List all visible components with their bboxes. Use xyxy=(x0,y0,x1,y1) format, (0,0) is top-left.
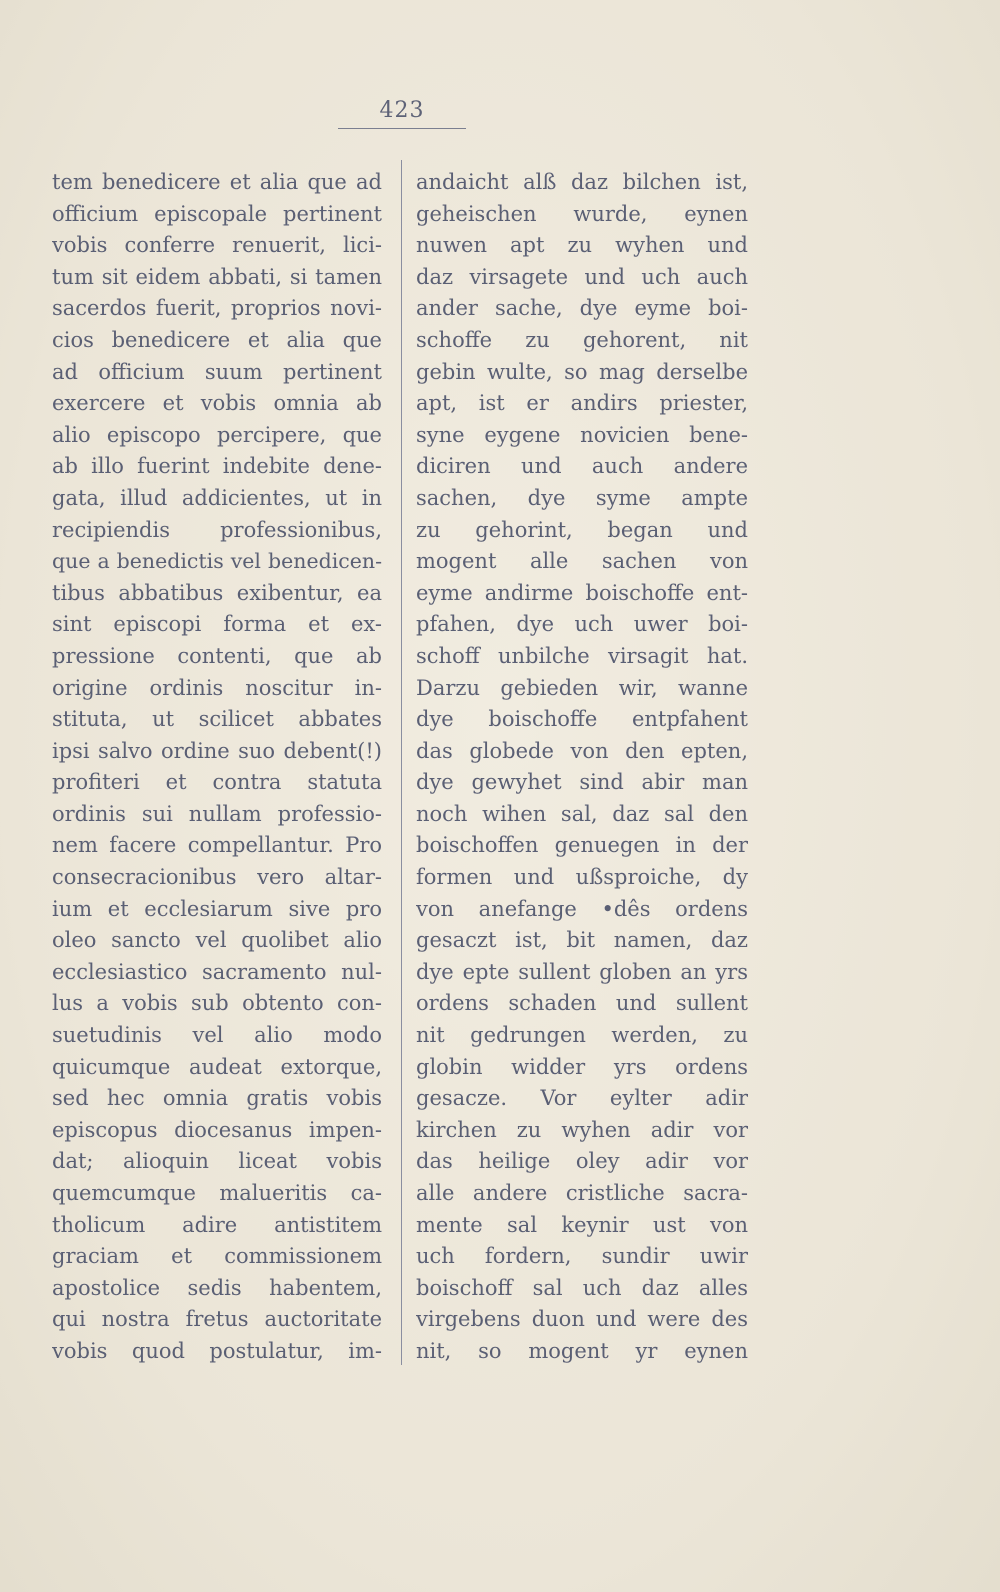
text-line: oleo sancto vel quolibet alio xyxy=(52,928,382,953)
text-line: cios benedicere et alia que xyxy=(52,327,382,352)
text-line: tem benedicere et alia que ad xyxy=(52,170,382,194)
text-line: nit, so mogent yr eynen xyxy=(416,1338,748,1363)
text-line: eyme andirme boischoffe ent- xyxy=(416,580,748,605)
text-line: quemcumque malueritis ca- xyxy=(52,1181,382,1205)
text-line: pressione contenti, que ab xyxy=(52,643,382,668)
text-line: gata, illud addicientes, ut in xyxy=(52,485,382,510)
text-line: uch fordern, sundir uwir xyxy=(416,1244,748,1269)
text-line: apostolice sedis habentem, xyxy=(52,1275,382,1300)
text-line: Darzu gebieden wir, wanne xyxy=(416,675,748,700)
text-line: alio episcopo percipere, que xyxy=(52,422,382,447)
text-line: tum sit eidem abbati, si tamen xyxy=(52,264,382,289)
text-line: boischoffen genuegen in der xyxy=(416,833,748,858)
text-line: andaicht alß daz bilchen ist, xyxy=(416,170,748,194)
text-line: ab illo fuerint indebite dene- xyxy=(52,454,382,479)
text-line: mogent alle sachen von xyxy=(416,549,748,574)
column-divider xyxy=(401,160,402,1365)
text-line: gesacze. Vor eylter adir xyxy=(416,1086,748,1111)
text-line: nit gedrungen werden, zu xyxy=(416,1023,748,1048)
text-line: officium episcopale pertinent xyxy=(52,201,382,226)
text-line: episcopus diocesanus impen- xyxy=(52,1117,382,1142)
text-line: ipsi salvo ordine suo debent(!) xyxy=(52,738,382,763)
text-line: graciam et commissionem xyxy=(52,1244,382,1269)
page-number: 423 xyxy=(379,98,425,123)
text-line: gesaczt ist, bit namen, daz xyxy=(416,928,748,953)
text-line: ium et ecclesiarum sive pro xyxy=(52,896,382,921)
text-line: nem facere compellantur. Pro xyxy=(52,833,382,858)
text-line: vobis conferre renuerit, lici- xyxy=(52,233,382,258)
text-line: von anefange •dês ordens xyxy=(416,896,748,921)
text-line: profiteri et contra statuta xyxy=(52,770,382,795)
text-line: quicumque audeat extorque, xyxy=(52,1054,382,1079)
text-line: dye boischoffe entpfahent xyxy=(416,707,748,732)
text-line: sachen, dye syme ampte xyxy=(416,485,748,510)
text-line: sacerdos fuerit, proprios novi- xyxy=(52,296,382,321)
text-line: exercere et vobis omnia ab xyxy=(52,391,382,416)
text-line: formen und ußsproiche, dy xyxy=(416,865,748,890)
text-line: sed hec omnia gratis vobis xyxy=(52,1086,382,1111)
text-line: dye gewyhet sind abir man xyxy=(416,770,748,795)
text-line: alle andere cristliche sacra- xyxy=(416,1181,748,1205)
text-line: mente sal keynir ust von xyxy=(416,1212,748,1237)
text-line: vobis quod postulatur, im- xyxy=(52,1338,382,1363)
text-line: consecracionibus vero altar- xyxy=(52,865,382,890)
text-line: ordinis sui nullam professio- xyxy=(52,801,382,826)
text-line: syne eygene novicien bene- xyxy=(416,422,748,447)
text-line: origine ordinis noscitur in- xyxy=(52,675,382,700)
text-line: geheischen wurde, eynen xyxy=(416,201,748,226)
text-line: das heilige oley adir vor xyxy=(416,1149,748,1174)
text-line: globin widder yrs ordens xyxy=(416,1054,748,1079)
text-line: kirchen zu wyhen adir vor xyxy=(416,1117,748,1142)
right-column-german xyxy=(416,167,748,1368)
text-line: zu gehorint, began und xyxy=(416,517,748,542)
text-line: lus a vobis sub obtento con- xyxy=(52,991,382,1016)
text-line: apt, ist er andirs priester, xyxy=(416,391,748,416)
left-column-latin xyxy=(52,167,382,1368)
text-line: virgebens duon und were des xyxy=(416,1307,748,1332)
text-line: nuwen apt zu wyhen und xyxy=(416,233,748,258)
text-line: suetudinis vel alio modo xyxy=(52,1023,382,1048)
text-line: daz virsagete und uch auch xyxy=(416,264,748,289)
text-line: que a benedictis vel benedicen- xyxy=(52,549,382,574)
text-line: dye epte sullent globen an yrs xyxy=(416,959,748,984)
text-line: noch wihen sal, daz sal den xyxy=(416,801,748,826)
text-line: ander sache, dye eyme boi- xyxy=(416,296,748,321)
text-line: diciren und auch andere xyxy=(416,454,748,479)
text-line: tholicum adire antistitem xyxy=(52,1212,382,1237)
text-line: ordens schaden und sullent xyxy=(416,991,748,1016)
text-line: qui nostra fretus auctoritate xyxy=(52,1307,382,1332)
text-line: stituta, ut scilicet abbates xyxy=(52,707,382,732)
text-line: pfahen, dye uch uwer boi- xyxy=(416,612,748,637)
header-rule xyxy=(338,128,466,129)
text-line: dat; alioquin liceat vobis xyxy=(52,1149,382,1174)
text-line: boischoff sal uch daz alles xyxy=(416,1275,748,1300)
text-line: ecclesiastico sacramento nul- xyxy=(52,959,382,984)
text-line: das globede von den epten, xyxy=(416,738,748,763)
text-line: ad officium suum pertinent xyxy=(52,359,382,384)
text-line: recipiendis professionibus, xyxy=(52,517,382,542)
text-line: schoffe zu gehorent, nit xyxy=(416,327,748,352)
text-line: gebin wulte, so mag derselbe xyxy=(416,359,748,384)
text-line: schoff unbilche virsagit hat. xyxy=(416,643,748,668)
text-line: tibus abbatibus exibentur, ea xyxy=(52,580,382,605)
text-line: sint episcopi forma et ex- xyxy=(52,612,382,637)
